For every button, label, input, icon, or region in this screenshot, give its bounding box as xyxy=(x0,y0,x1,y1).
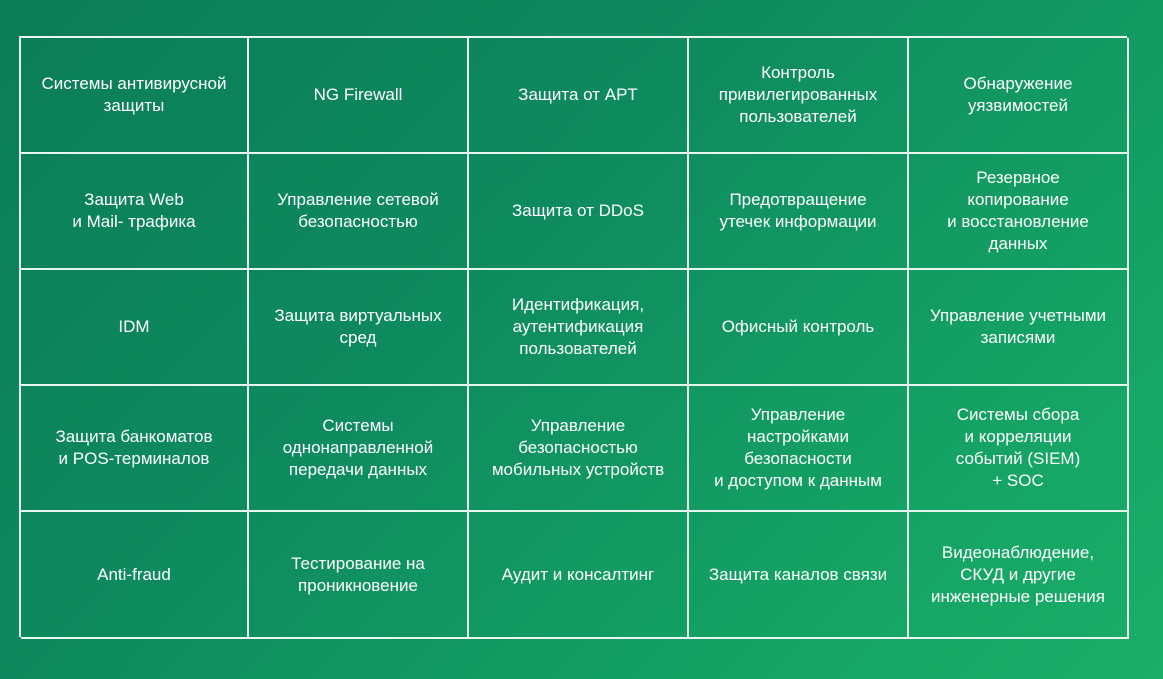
cell-one-way-transfer: Системы однонаправленной передачи данных xyxy=(249,386,469,512)
cell-virtual-env-protection: Защита виртуальных сред xyxy=(249,270,469,386)
cell-identification-auth: Идентификация, аутентификация пользователей xyxy=(469,270,689,386)
cell-network-security-management: Управление сетевой безопасностью xyxy=(249,154,469,270)
cell-apt-protection: Защита от APT xyxy=(469,38,689,154)
cell-backup-recovery: Резервное копирование и восстановление данных xyxy=(909,154,1129,270)
cell-idm: IDM xyxy=(21,270,249,386)
cell-privileged-users: Контроль привилегированных пользователей xyxy=(689,38,909,154)
cell-mobile-security: Управление безопасностью мобильных устройств xyxy=(469,386,689,512)
services-grid xyxy=(19,36,1127,637)
cell-web-mail-protection: Защита Web и Mail- трафика xyxy=(21,154,249,270)
cell-ddos-protection: Защита от DDoS xyxy=(469,154,689,270)
cell-siem-soc: Системы сбора и корреляции событий (SIEM) + SOC xyxy=(909,386,1129,512)
cell-dlp: Предотвращение утечек информации xyxy=(689,154,909,270)
cell-atm-pos-protection: Защита банкоматов и POS-терминалов xyxy=(21,386,249,512)
cell-ng-firewall: NG Firewall xyxy=(249,38,469,154)
cell-penetration-testing: Тестирование на проникновение xyxy=(249,512,469,639)
cell-account-management: Управление учетными записями xyxy=(909,270,1129,386)
cell-video-surveillance: Видеонаблюдение, СКУД и другие инженерные решения xyxy=(909,512,1129,639)
cell-vulnerability-detection: Обнаружение уязвимостей xyxy=(909,38,1129,154)
cell-antivirus: Системы антивирусной защиты xyxy=(21,38,249,154)
cell-anti-fraud: Anti-fraud xyxy=(21,512,249,639)
cell-channel-protection: Защита каналов связи xyxy=(689,512,909,639)
cell-security-settings-access: Управление настройками безопасности и доступом к данным xyxy=(689,386,909,512)
cell-office-control: Офисный контроль xyxy=(689,270,909,386)
cell-audit-consulting: Аудит и консалтинг xyxy=(469,512,689,639)
